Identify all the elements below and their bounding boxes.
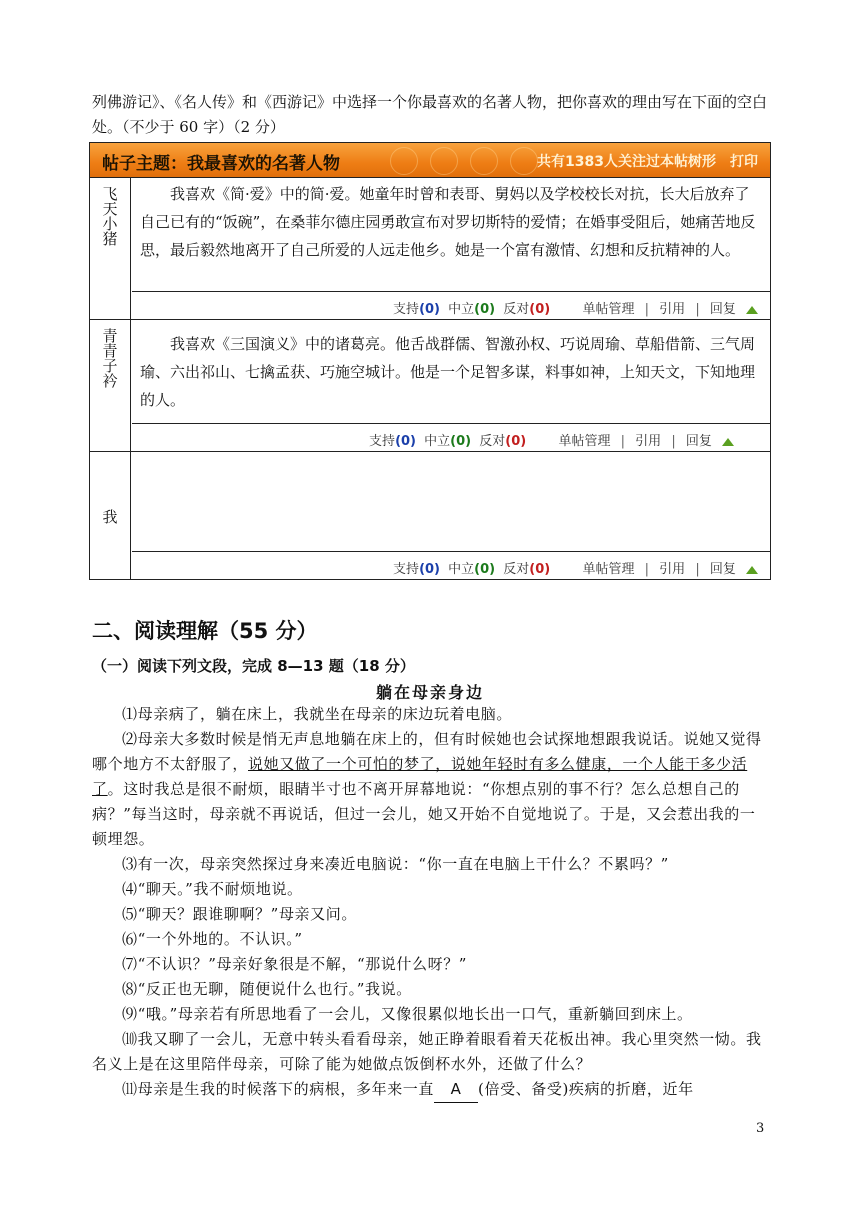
answer-blank[interactable]: A <box>434 1077 478 1103</box>
post-author: 我 <box>90 452 131 580</box>
decorative-swirl-icon <box>430 147 458 175</box>
paragraph: ⑺“不认识？”母亲好象很是不解，“那说什么呀？” <box>122 955 468 973</box>
divider: | <box>671 434 676 449</box>
paragraph: ⑴母亲病了，躺在床上，我就坐在母亲的床边玩着电脑。 <box>122 705 513 723</box>
divider: | <box>695 302 700 317</box>
support-button[interactable]: 支持(0) <box>369 434 416 449</box>
manage-post-link[interactable]: 单帖管理 <box>558 434 611 449</box>
scroll-up-icon[interactable] <box>746 306 758 314</box>
reply-link[interactable]: 回复 <box>685 434 712 449</box>
post-author: 飞天小猪 <box>90 178 131 320</box>
decorative-swirl-icon <box>390 147 418 175</box>
section-subheading: （一）阅读下列文段，完成 8—13 题（18 分） <box>92 657 415 675</box>
paragraph: ⑹“一个外地的。不认识。” <box>122 930 303 948</box>
divider: | <box>644 562 650 577</box>
scroll-up-icon[interactable] <box>746 566 758 574</box>
forum-thread <box>89 142 771 580</box>
divider: | <box>695 562 700 577</box>
topic-title: 帖子主题：我最喜欢的名著人物 <box>102 154 340 174</box>
paragraph: ⑽我又聊了一会儿，无意中转头看看母亲，她正睁着眼看着天花板出神。我心里突然一恸。我名义上是在这里陪伴母亲，可除了能为她做点饭倒杯水外，还做了什么？ <box>92 1030 762 1073</box>
manage-post-link[interactable]: 单帖管理 <box>582 302 635 317</box>
paragraph: ⑶有一次，母亲突然探过身来凑近电脑说：“你一直在电脑上干什么？不累吗？” <box>122 855 669 873</box>
post-content-empty[interactable] <box>132 452 770 454</box>
paragraph: ⑷“聊天。”我不耐烦地说。 <box>122 880 303 898</box>
forum-post <box>90 451 770 580</box>
forum-post <box>90 319 770 452</box>
topic-bar <box>90 143 770 177</box>
quote-link[interactable]: 引用 <box>659 302 686 317</box>
neutral-button[interactable]: 中立(0) <box>448 562 496 577</box>
paragraph: ⑾母亲是生我的时候落下的病根，多年来一直 A (倍受、备受)疾病的折磨，近年 <box>92 1077 770 1103</box>
divider: | <box>620 434 626 449</box>
post-actions <box>132 291 770 320</box>
post-content: 我喜欢《简·爱》中的简·爱。她童年时曾和表哥、舅妈以及学校校长对抗，长大后放弃了自己已有的“饭碗”，在桑菲尔德庄园勇敢宣布对罗切斯特的爱情；在婚事受阻后，她痛苦地反思，最后毅然地离开了自己所爱的人远走他乡。她是一个富有激情、幻想和反抗精神的人。 <box>140 185 756 259</box>
post-author: 青青子衿 <box>90 320 131 452</box>
story-text <box>92 702 770 1103</box>
quote-link[interactable]: 引用 <box>635 434 662 449</box>
neutral-button[interactable]: 中立(0) <box>448 302 496 317</box>
forum-post <box>90 177 770 320</box>
post-actions <box>132 551 770 580</box>
underlined-sentence: 说她又做了一个可怕的梦了，说她年轻时有多么健康，一个人能干多少活了 <box>92 755 748 798</box>
topic-print-link[interactable]: 树形 打印 <box>688 154 758 170</box>
section-heading: 二、阅读理解（55 分） <box>92 619 318 643</box>
page-number: 3 <box>756 1121 765 1136</box>
manage-post-link[interactable]: 单帖管理 <box>582 562 635 577</box>
paragraph: ⑵母亲大多数时候是悄无声息地躺在床上的，但有时候她也会试探地想跟我说话。说她又觉得哪个地方不太舒服了，说她又做了一个可怕的梦了，说她年轻时有多么健康，一个人能干多少活了。这时我总是很不耐烦，眼睛半寸也不离开屏幕地说：“你想点别的事不行？怎么总想自己的病？”每当这时，母亲就不再说话，但过一会儿，她又开始不自觉地说了。于是，又会惹出我的一顿埋怨。 <box>92 730 762 848</box>
oppose-button[interactable]: 反对(0) <box>479 434 527 449</box>
quote-link[interactable]: 引用 <box>659 562 686 577</box>
story-title: 躺在母亲身边 <box>375 683 484 702</box>
decorative-swirl-icon <box>510 147 538 175</box>
oppose-button[interactable]: 反对(0) <box>503 302 551 317</box>
oppose-button[interactable]: 反对(0) <box>503 562 551 577</box>
reply-link[interactable]: 回复 <box>709 302 736 317</box>
support-button[interactable]: 支持(0) <box>393 562 440 577</box>
paragraph: ⑻“反正也无聊，随便说什么也行。”我说。 <box>122 980 412 998</box>
paragraph: ⑸“聊天？跟谁聊啊？”母亲又问。 <box>122 905 357 923</box>
post-actions <box>132 423 770 452</box>
scroll-up-icon[interactable] <box>722 438 734 446</box>
decorative-swirl-icon <box>470 147 498 175</box>
post-content: 我喜欢《三国演义》中的诸葛亮。他舌战群儒、智激孙权、巧说周瑜、草船借箭、三气周瑜、六出祁山、七擒孟获、巧施空城计。他是一个足智多谋，料事如神，上知天文，下知地理的人。 <box>140 335 756 409</box>
question-prompt: 列佛游记》、《名人传》和《西游记》中选择一个你最喜欢的名著人物，把你喜欢的理由写在下面的空白处。（不少于 60 字）（2 分） <box>92 93 768 136</box>
reply-link[interactable]: 回复 <box>709 562 736 577</box>
support-button[interactable]: 支持(0) <box>393 302 440 317</box>
topic-stats: 共有1383人关注过本帖 <box>537 154 688 170</box>
divider: | <box>644 302 650 317</box>
neutral-button[interactable]: 中立(0) <box>424 434 472 449</box>
paragraph: ⑼“哦。”母亲若有所思地看了一会儿，又像很累似地长出一口气，重新躺回到床上。 <box>122 1005 693 1023</box>
